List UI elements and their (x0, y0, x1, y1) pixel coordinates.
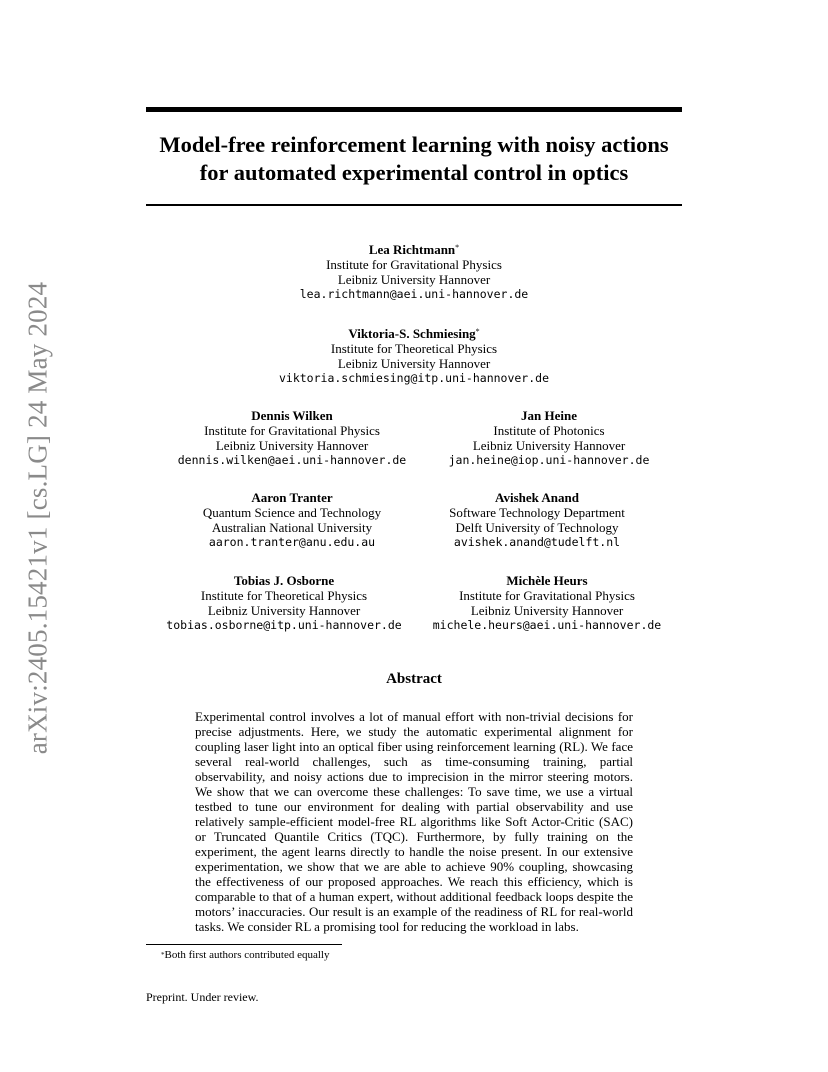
author-affiliation: Institute for Gravitational Physics (459, 588, 635, 603)
author-block-anand (377, 490, 697, 550)
abstract-body: Experimental control involves a lot of manual effort with non-trivial decisions for precise adjustments. Here, we study the automatic experimental alignment for coupling laser light into an optical fiber using reinforcement learning (RL). We face several real-world challenges, such as time-consuming training, partial observability, and noisy actions due to imprecision in the mirror steering motors. We show that we can overcome these challenges: To save time, we use a virtual testbed to tune our environment for dealing with partial observability and use relatively sample-efficient model-free RL algorithms like Soft Actor-Critic (SAC) or Truncated Quantile Critics (TQC). Furthermore, by fully training on the experiment, the agent learns directly to handle the noise present. In our extensive experimentation, we show that we are able to achieve 90% coupling, showcasing the effectiveness of our proposed approaches. We reach this efficiency, which is comparable to that of a human expert, without additional feedback loops despite the motors’ inaccuracies. Our result is an example of the readiness of RL for real-world tasks. We consider RL a promising tool for reducing the workload in labs. (195, 709, 633, 934)
author-name: Viktoria-S. Schmiesing* (348, 326, 480, 341)
author-email: lea.richtmann@aei.uni-hannover.de (299, 287, 529, 301)
author-affiliation: Institute for Theoretical Physics (330, 341, 498, 356)
footnote-rule (146, 944, 342, 945)
author-university: Delft University of Technology (455, 520, 619, 535)
author-university: Leibniz University Hannover (337, 272, 491, 287)
author-affiliation: Institute of Photonics (493, 423, 605, 438)
arxiv-identifier-stamp: arXiv:2405.15421v1 [cs.LG] 24 May 2024 (22, 281, 53, 755)
footnote-text: Both first authors contributed equally (164, 949, 330, 961)
author-name: Avishek Anand (495, 490, 579, 505)
preprint-notice: Preprint. Under review. (146, 990, 259, 1004)
paper-title (146, 131, 682, 187)
author-affiliation: Software Technology Department (449, 505, 625, 520)
author-affiliation: Institute for Theoretical Physics (200, 588, 368, 603)
author-email: dennis.wilken@aei.uni-hannover.de (177, 453, 407, 467)
author-name: Tobias J. Osborne (233, 573, 335, 588)
author-university: Australian National University (211, 520, 373, 535)
title-top-rule (146, 107, 682, 112)
author-affiliation: Institute for Gravitational Physics (204, 423, 380, 438)
author-email: aaron.tranter@anu.edu.au (208, 535, 376, 549)
author-university: Leibniz University Hannover (470, 603, 624, 618)
author-name: Jan Heine (521, 408, 577, 423)
title-line-2: for automated experimental control in optics (199, 160, 629, 185)
author-email: tobias.osborne@itp.uni-hannover.de (166, 618, 402, 632)
author-name: Aaron Tranter (251, 490, 333, 505)
author-university: Leibniz University Hannover (215, 438, 369, 453)
equal-contribution-mark: * (475, 327, 480, 336)
author-affiliation: Institute for Gravitational Physics (326, 257, 502, 272)
author-email: viktoria.schmiesing@itp.uni-hannover.de (278, 371, 550, 385)
author-affiliation: Quantum Science and Technology (202, 505, 382, 520)
footnote (161, 949, 329, 962)
author-email: avishek.anand@tudelft.nl (453, 535, 621, 549)
author-university: Leibniz University Hannover (207, 603, 361, 618)
author-name: Lea Richtmann* (368, 242, 460, 257)
author-university: Leibniz University Hannover (337, 356, 491, 371)
author-university: Leibniz University Hannover (472, 438, 626, 453)
author-block-schmiesing (254, 326, 574, 386)
author-name: Michèle Heurs (506, 573, 588, 588)
footnote-mark: * (161, 951, 165, 959)
equal-contribution-mark: * (455, 243, 460, 252)
author-email: michele.heurs@aei.uni-hannover.de (432, 618, 662, 632)
author-email: jan.heine@iop.uni-hannover.de (448, 453, 650, 467)
author-block-richtmann (254, 242, 574, 302)
abstract-heading: Abstract (386, 671, 442, 687)
title-line-1: Model-free reinforcement learning with noisy actions (159, 132, 669, 157)
author-block-heine (389, 408, 709, 468)
author-block-heurs (387, 573, 707, 633)
title-bottom-rule (146, 204, 682, 206)
author-name: Dennis Wilken (251, 408, 333, 423)
